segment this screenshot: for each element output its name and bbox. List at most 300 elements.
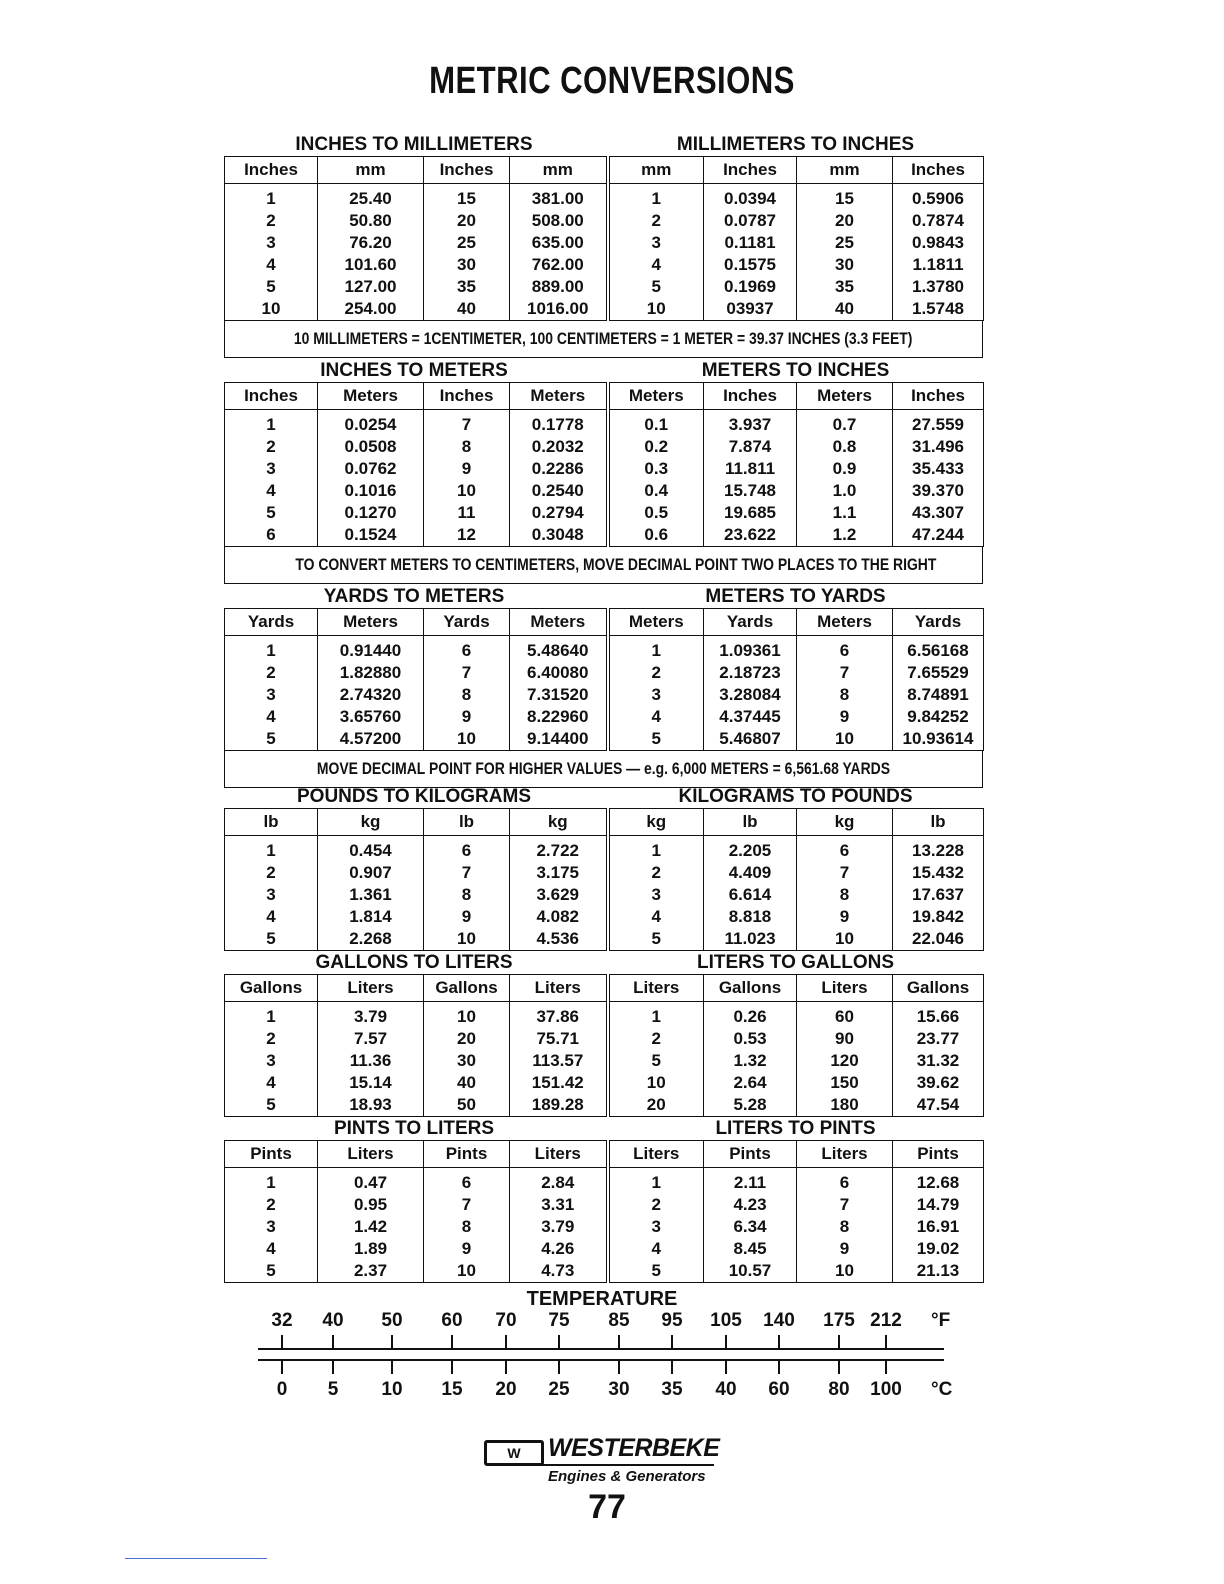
- table-cell: 5.46807: [704, 728, 797, 751]
- conversion-table: [224, 156, 984, 321]
- table-cell: 20: [424, 210, 510, 232]
- celsius-label: 30: [608, 1379, 630, 1400]
- table-cell: 1.0: [797, 480, 893, 502]
- table-cell: 3.937: [704, 410, 797, 437]
- table-cell: 90: [797, 1028, 893, 1050]
- table-cell: 4.23: [704, 1194, 797, 1216]
- table-cell: 47.244: [893, 524, 984, 547]
- table-cell: 9: [797, 706, 893, 728]
- column-header: Liters: [318, 975, 424, 1002]
- celsius-label: 40: [715, 1379, 737, 1400]
- table-cell: 12: [424, 524, 510, 547]
- table-cell: 5: [608, 728, 704, 751]
- table-cell: 0.1524: [318, 524, 424, 547]
- table-cell: 1: [225, 1168, 318, 1195]
- table-cell: 4.73: [510, 1260, 608, 1283]
- table-cell: 189.28: [510, 1094, 608, 1117]
- table-cell: 9: [424, 1238, 510, 1260]
- column-header: Yards: [424, 609, 510, 636]
- table-cell: 3.629: [510, 884, 608, 906]
- celsius-label: 25: [548, 1379, 570, 1400]
- table-cell: 6: [797, 636, 893, 663]
- table-row: [225, 1168, 984, 1195]
- table-cell: 13.228: [893, 836, 984, 863]
- table-cell: 11.36: [318, 1050, 424, 1072]
- table-row: [225, 458, 984, 480]
- table-row: [225, 1238, 984, 1260]
- column-header: mm: [510, 157, 608, 184]
- table-cell: 20: [797, 210, 893, 232]
- column-header: kg: [797, 809, 893, 836]
- table-cell: 0.53: [704, 1028, 797, 1050]
- table-cell: 2: [608, 210, 704, 232]
- table-cell: 0.1: [608, 410, 704, 437]
- table-cell: 14.79: [893, 1194, 984, 1216]
- celsius-tick: [725, 1360, 727, 1374]
- table-cell: 1.361: [318, 884, 424, 906]
- table-cell: 1.89: [318, 1238, 424, 1260]
- table-cell: 4.57200: [318, 728, 424, 751]
- table-cell: 0.2032: [510, 436, 608, 458]
- table-cell: 31.32: [893, 1050, 984, 1072]
- column-header: Yards: [893, 609, 984, 636]
- table-cell: 0.47: [318, 1168, 424, 1195]
- table-cell: 5: [608, 276, 704, 298]
- table-cell: 2: [225, 436, 318, 458]
- table-cell: 2.84: [510, 1168, 608, 1195]
- table-cell: 6.40080: [510, 662, 608, 684]
- table-cell: 2: [225, 862, 318, 884]
- table-note: MOVE DECIMAL POINT FOR HIGHER VALUES — e.g. 6,000 METERS = 6,561.68 YARDS: [224, 751, 983, 788]
- table-cell: 5: [225, 728, 318, 751]
- table-cell: 10: [424, 480, 510, 502]
- column-header: Inches: [424, 383, 510, 410]
- table-cell: 0.3: [608, 458, 704, 480]
- fahrenheit-label: 70: [495, 1310, 517, 1331]
- table-cell: 10: [608, 1072, 704, 1094]
- table-cell: 2: [225, 210, 318, 232]
- table-cell: 2: [225, 1194, 318, 1216]
- table-row: [225, 636, 984, 663]
- table-cell: 4.082: [510, 906, 608, 928]
- table-cell: 4: [225, 906, 318, 928]
- column-header: Meters: [510, 383, 608, 410]
- column-header: kg: [318, 809, 424, 836]
- table-row: [225, 298, 984, 321]
- logo-mark-icon: W: [484, 1440, 544, 1466]
- table-row: [225, 254, 984, 276]
- table-cell: 0.1575: [704, 254, 797, 276]
- table-cell: 0.6: [608, 524, 704, 547]
- table-cell: 76.20: [318, 232, 424, 254]
- column-header: Meters: [318, 383, 424, 410]
- table-cell: 1: [225, 184, 318, 211]
- table-cell: 8.74891: [893, 684, 984, 706]
- table-cell: 0.8: [797, 436, 893, 458]
- table-cell: 11: [424, 502, 510, 524]
- fahrenheit-label: 60: [441, 1310, 463, 1331]
- table-cell: 8: [424, 436, 510, 458]
- fahrenheit-tick: [885, 1335, 887, 1349]
- column-header: Meters: [510, 609, 608, 636]
- table-cell: 27.559: [893, 410, 984, 437]
- table-cell: 15.748: [704, 480, 797, 502]
- celsius-tick: [885, 1360, 887, 1374]
- table-cell: 18.93: [318, 1094, 424, 1117]
- table-row: [225, 906, 984, 928]
- fahrenheit-tick: [391, 1335, 393, 1349]
- table-cell: 151.42: [510, 1072, 608, 1094]
- table-cell: 1: [608, 1168, 704, 1195]
- table-cell: 3.65760: [318, 706, 424, 728]
- table-cell: 3: [225, 884, 318, 906]
- table-cell: 3.79: [510, 1216, 608, 1238]
- table-row: [225, 862, 984, 884]
- table-cell: 11.023: [704, 928, 797, 951]
- table-cell: 2.205: [704, 836, 797, 863]
- table-cell: 5: [225, 502, 318, 524]
- table-cell: 15: [797, 184, 893, 211]
- conversion-section: [224, 134, 983, 358]
- table-cell: 10.93614: [893, 728, 984, 751]
- table-cell: 8: [797, 684, 893, 706]
- table-row: [225, 1194, 984, 1216]
- celsius-label: 20: [495, 1379, 517, 1400]
- conversion-table: [224, 382, 984, 547]
- table-cell: 6.56168: [893, 636, 984, 663]
- table-cell: 40: [424, 1072, 510, 1094]
- table-cell: 0.26: [704, 1002, 797, 1029]
- left-table-title: GALLONS TO LITERS: [315, 952, 513, 973]
- table-cell: 113.57: [510, 1050, 608, 1072]
- right-table-title: METERS TO YARDS: [705, 586, 886, 607]
- table-cell: 17.637: [893, 884, 984, 906]
- table-cell: 19.685: [704, 502, 797, 524]
- table-cell: 0.0508: [318, 436, 424, 458]
- fahrenheit-label: 95: [661, 1310, 683, 1331]
- column-header: Liters: [608, 1141, 704, 1168]
- table-row: [225, 184, 984, 211]
- column-header: Pints: [424, 1141, 510, 1168]
- table-cell: 40: [797, 298, 893, 321]
- table-cell: 9: [424, 906, 510, 928]
- table-cell: 35: [797, 276, 893, 298]
- column-header: Inches: [225, 157, 318, 184]
- table-cell: 1.2: [797, 524, 893, 547]
- table-cell: 10.57: [704, 1260, 797, 1283]
- fahrenheit-unit: °F: [931, 1310, 951, 1331]
- table-cell: 2.722: [510, 836, 608, 863]
- table-cell: 0.9: [797, 458, 893, 480]
- table-cell: 0.454: [318, 836, 424, 863]
- fahrenheit-tick: [558, 1335, 560, 1349]
- celsius-tick: [838, 1360, 840, 1374]
- table-cell: 3.28084: [704, 684, 797, 706]
- column-header: Yards: [704, 609, 797, 636]
- table-row: [225, 210, 984, 232]
- table-row: [225, 1260, 984, 1283]
- fahrenheit-label: 75: [548, 1310, 570, 1331]
- table-cell: 2: [608, 1194, 704, 1216]
- table-cell: 7: [424, 410, 510, 437]
- column-header: Inches: [704, 157, 797, 184]
- left-table-title: INCHES TO MILLIMETERS: [295, 134, 533, 155]
- table-cell: 7.65529: [893, 662, 984, 684]
- column-header: lb: [704, 809, 797, 836]
- table-cell: 150: [797, 1072, 893, 1094]
- table-cell: 1.3780: [893, 276, 984, 298]
- table-cell: 9: [424, 706, 510, 728]
- celsius-tick: [332, 1360, 334, 1374]
- table-row: [225, 928, 984, 951]
- table-cell: 15.14: [318, 1072, 424, 1094]
- table-cell: 0.0762: [318, 458, 424, 480]
- table-cell: 10: [797, 1260, 893, 1283]
- table-row: [225, 728, 984, 751]
- table-cell: 1: [608, 184, 704, 211]
- column-header: Gallons: [704, 975, 797, 1002]
- column-header: kg: [510, 809, 608, 836]
- table-cell: 6.614: [704, 884, 797, 906]
- table-cell: 0.4: [608, 480, 704, 502]
- table-cell: 5: [225, 928, 318, 951]
- table-cell: 40: [424, 298, 510, 321]
- table-cell: 8: [797, 1216, 893, 1238]
- column-header: Liters: [797, 1141, 893, 1168]
- table-cell: 1: [225, 836, 318, 863]
- table-cell: 30: [424, 254, 510, 276]
- table-cell: 1016.00: [510, 298, 608, 321]
- table-cell: 3.31: [510, 1194, 608, 1216]
- table-cell: 120: [797, 1050, 893, 1072]
- left-table-title: POUNDS TO KILOGRAMS: [297, 786, 531, 807]
- table-cell: 0.2794: [510, 502, 608, 524]
- table-cell: 10: [424, 1260, 510, 1283]
- table-cell: 6: [225, 524, 318, 547]
- scale-line: [258, 1359, 944, 1361]
- column-header: lb: [893, 809, 984, 836]
- column-header: Inches: [893, 157, 984, 184]
- celsius-tick: [451, 1360, 453, 1374]
- table-cell: 35: [424, 276, 510, 298]
- fahrenheit-label: 50: [381, 1310, 403, 1331]
- column-header: Yards: [225, 609, 318, 636]
- table-cell: 7: [797, 862, 893, 884]
- table-cell: 0.0787: [704, 210, 797, 232]
- table-cell: 2.11: [704, 1168, 797, 1195]
- fahrenheit-label: 85: [608, 1310, 630, 1331]
- table-cell: 3: [608, 684, 704, 706]
- table-cell: 9.14400: [510, 728, 608, 751]
- table-cell: 1.1811: [893, 254, 984, 276]
- celsius-label: 35: [661, 1379, 683, 1400]
- table-cell: 3.175: [510, 862, 608, 884]
- right-table-title: METERS TO INCHES: [701, 360, 890, 381]
- table-row: [225, 410, 984, 437]
- column-header: Meters: [318, 609, 424, 636]
- table-row: [225, 232, 984, 254]
- table-cell: 9.84252: [893, 706, 984, 728]
- table-cell: 10: [424, 1002, 510, 1029]
- column-header: mm: [797, 157, 893, 184]
- conversion-table: [224, 974, 984, 1117]
- fahrenheit-tick: [838, 1335, 840, 1349]
- table-note: TO CONVERT METERS TO CENTIMETERS, MOVE DECIMAL POINT TWO PLACES TO THE RIGHT: [224, 547, 983, 584]
- table-cell: 0.5906: [893, 184, 984, 211]
- celsius-tick: [558, 1360, 560, 1374]
- table-cell: 10: [424, 928, 510, 951]
- table-cell: 23.622: [704, 524, 797, 547]
- table-cell: 7: [424, 862, 510, 884]
- celsius-unit: °C: [931, 1379, 953, 1400]
- table-row: [225, 436, 984, 458]
- table-cell: 20: [424, 1028, 510, 1050]
- table-cell: 0.3048: [510, 524, 608, 547]
- table-cell: 0.0254: [318, 410, 424, 437]
- table-cell: 10: [608, 298, 704, 321]
- table-cell: 1: [225, 636, 318, 663]
- table-cell: 16.91: [893, 1216, 984, 1238]
- table-cell: 15.66: [893, 1002, 984, 1029]
- conversion-section: [224, 952, 983, 1117]
- celsius-label: 0: [276, 1379, 288, 1400]
- table-cell: 8: [797, 884, 893, 906]
- table-cell: 0.1270: [318, 502, 424, 524]
- table-cell: 7: [424, 662, 510, 684]
- table-cell: 23.77: [893, 1028, 984, 1050]
- table-cell: 8.22960: [510, 706, 608, 728]
- table-cell: 1.09361: [704, 636, 797, 663]
- column-header: Liters: [608, 975, 704, 1002]
- table-cell: 39.62: [893, 1072, 984, 1094]
- table-cell: 254.00: [318, 298, 424, 321]
- table-row: [225, 1094, 984, 1117]
- table-cell: 2: [225, 1028, 318, 1050]
- table-cell: 5.28: [704, 1094, 797, 1117]
- column-header: mm: [608, 157, 704, 184]
- column-header: Inches: [424, 157, 510, 184]
- fahrenheit-label: 105: [710, 1310, 742, 1331]
- table-cell: 4: [225, 1238, 318, 1260]
- table-cell: 2: [608, 862, 704, 884]
- column-header: Liters: [318, 1141, 424, 1168]
- table-cell: 19.842: [893, 906, 984, 928]
- table-cell: 1.1: [797, 502, 893, 524]
- table-cell: 15: [424, 184, 510, 211]
- table-cell: 21.13: [893, 1260, 984, 1283]
- table-cell: 5: [608, 928, 704, 951]
- table-row: [225, 1072, 984, 1094]
- table-cell: 7: [797, 1194, 893, 1216]
- logo-name: WESTERBEKE: [548, 1434, 720, 1462]
- table-cell: 8.818: [704, 906, 797, 928]
- conversion-section: [224, 586, 983, 788]
- scale-line: [258, 1348, 944, 1350]
- right-table-title: MILLIMETERS TO INCHES: [676, 134, 915, 155]
- table-cell: 10: [797, 728, 893, 751]
- table-cell: 2.37: [318, 1260, 424, 1283]
- fahrenheit-tick: [332, 1335, 334, 1349]
- table-cell: 0.0394: [704, 184, 797, 211]
- table-cell: 1: [608, 1002, 704, 1029]
- table-cell: 0.2540: [510, 480, 608, 502]
- table-cell: 4.26: [510, 1238, 608, 1260]
- column-header: Meters: [608, 383, 704, 410]
- conversion-section: [224, 786, 983, 951]
- fahrenheit-tick: [671, 1335, 673, 1349]
- column-header: Meters: [797, 609, 893, 636]
- table-cell: 3: [225, 684, 318, 706]
- table-cell: 2.74320: [318, 684, 424, 706]
- table-cell: 1.42: [318, 1216, 424, 1238]
- table-cell: 15.432: [893, 862, 984, 884]
- column-header: Pints: [893, 1141, 984, 1168]
- table-cell: 0.2: [608, 436, 704, 458]
- table-cell: 9: [424, 458, 510, 480]
- table-cell: 37.86: [510, 1002, 608, 1029]
- table-cell: 0.2286: [510, 458, 608, 480]
- table-cell: 1: [225, 410, 318, 437]
- column-header: Inches: [893, 383, 984, 410]
- westerbeke-logo: [484, 1434, 724, 1490]
- temperature-title: TEMPERATURE: [526, 1288, 678, 1310]
- table-cell: 5: [225, 1094, 318, 1117]
- table-cell: 7.57: [318, 1028, 424, 1050]
- table-cell: 0.1181: [704, 232, 797, 254]
- table-cell: 30: [797, 254, 893, 276]
- right-table-title: LITERS TO GALLONS: [696, 952, 895, 973]
- table-cell: 2: [608, 662, 704, 684]
- table-cell: 0.9843: [893, 232, 984, 254]
- table-cell: 60: [797, 1002, 893, 1029]
- table-cell: 4: [608, 706, 704, 728]
- celsius-label: 5: [327, 1379, 339, 1400]
- column-header: Pints: [225, 1141, 318, 1168]
- table-cell: 0.907: [318, 862, 424, 884]
- celsius-label: 80: [828, 1379, 850, 1400]
- column-header: lb: [424, 809, 510, 836]
- table-row: [225, 884, 984, 906]
- table-row: [225, 1028, 984, 1050]
- table-cell: 127.00: [318, 276, 424, 298]
- table-cell: 6: [424, 836, 510, 863]
- table-cell: 6.34: [704, 1216, 797, 1238]
- table-cell: 11.811: [704, 458, 797, 480]
- table-cell: 8: [424, 884, 510, 906]
- table-cell: 8: [424, 684, 510, 706]
- column-header: Gallons: [225, 975, 318, 1002]
- left-table-title: INCHES TO METERS: [320, 360, 508, 381]
- table-cell: 10: [797, 928, 893, 951]
- celsius-label: 100: [870, 1379, 902, 1400]
- table-cell: 6: [424, 636, 510, 663]
- table-cell: 5: [225, 1260, 318, 1283]
- table-cell: 6: [797, 1168, 893, 1195]
- celsius-tick: [618, 1360, 620, 1374]
- table-cell: 22.046: [893, 928, 984, 951]
- table-cell: 0.7: [797, 410, 893, 437]
- table-cell: 10: [225, 298, 318, 321]
- left-table-title: PINTS TO LITERS: [333, 1118, 495, 1139]
- fahrenheit-label: 40: [322, 1310, 344, 1331]
- fahrenheit-label: 140: [763, 1310, 795, 1331]
- table-cell: 4: [225, 1072, 318, 1094]
- table-cell: 19.02: [893, 1238, 984, 1260]
- table-cell: 508.00: [510, 210, 608, 232]
- table-row: [225, 276, 984, 298]
- fahrenheit-tick: [778, 1335, 780, 1349]
- table-cell: 3: [225, 1050, 318, 1072]
